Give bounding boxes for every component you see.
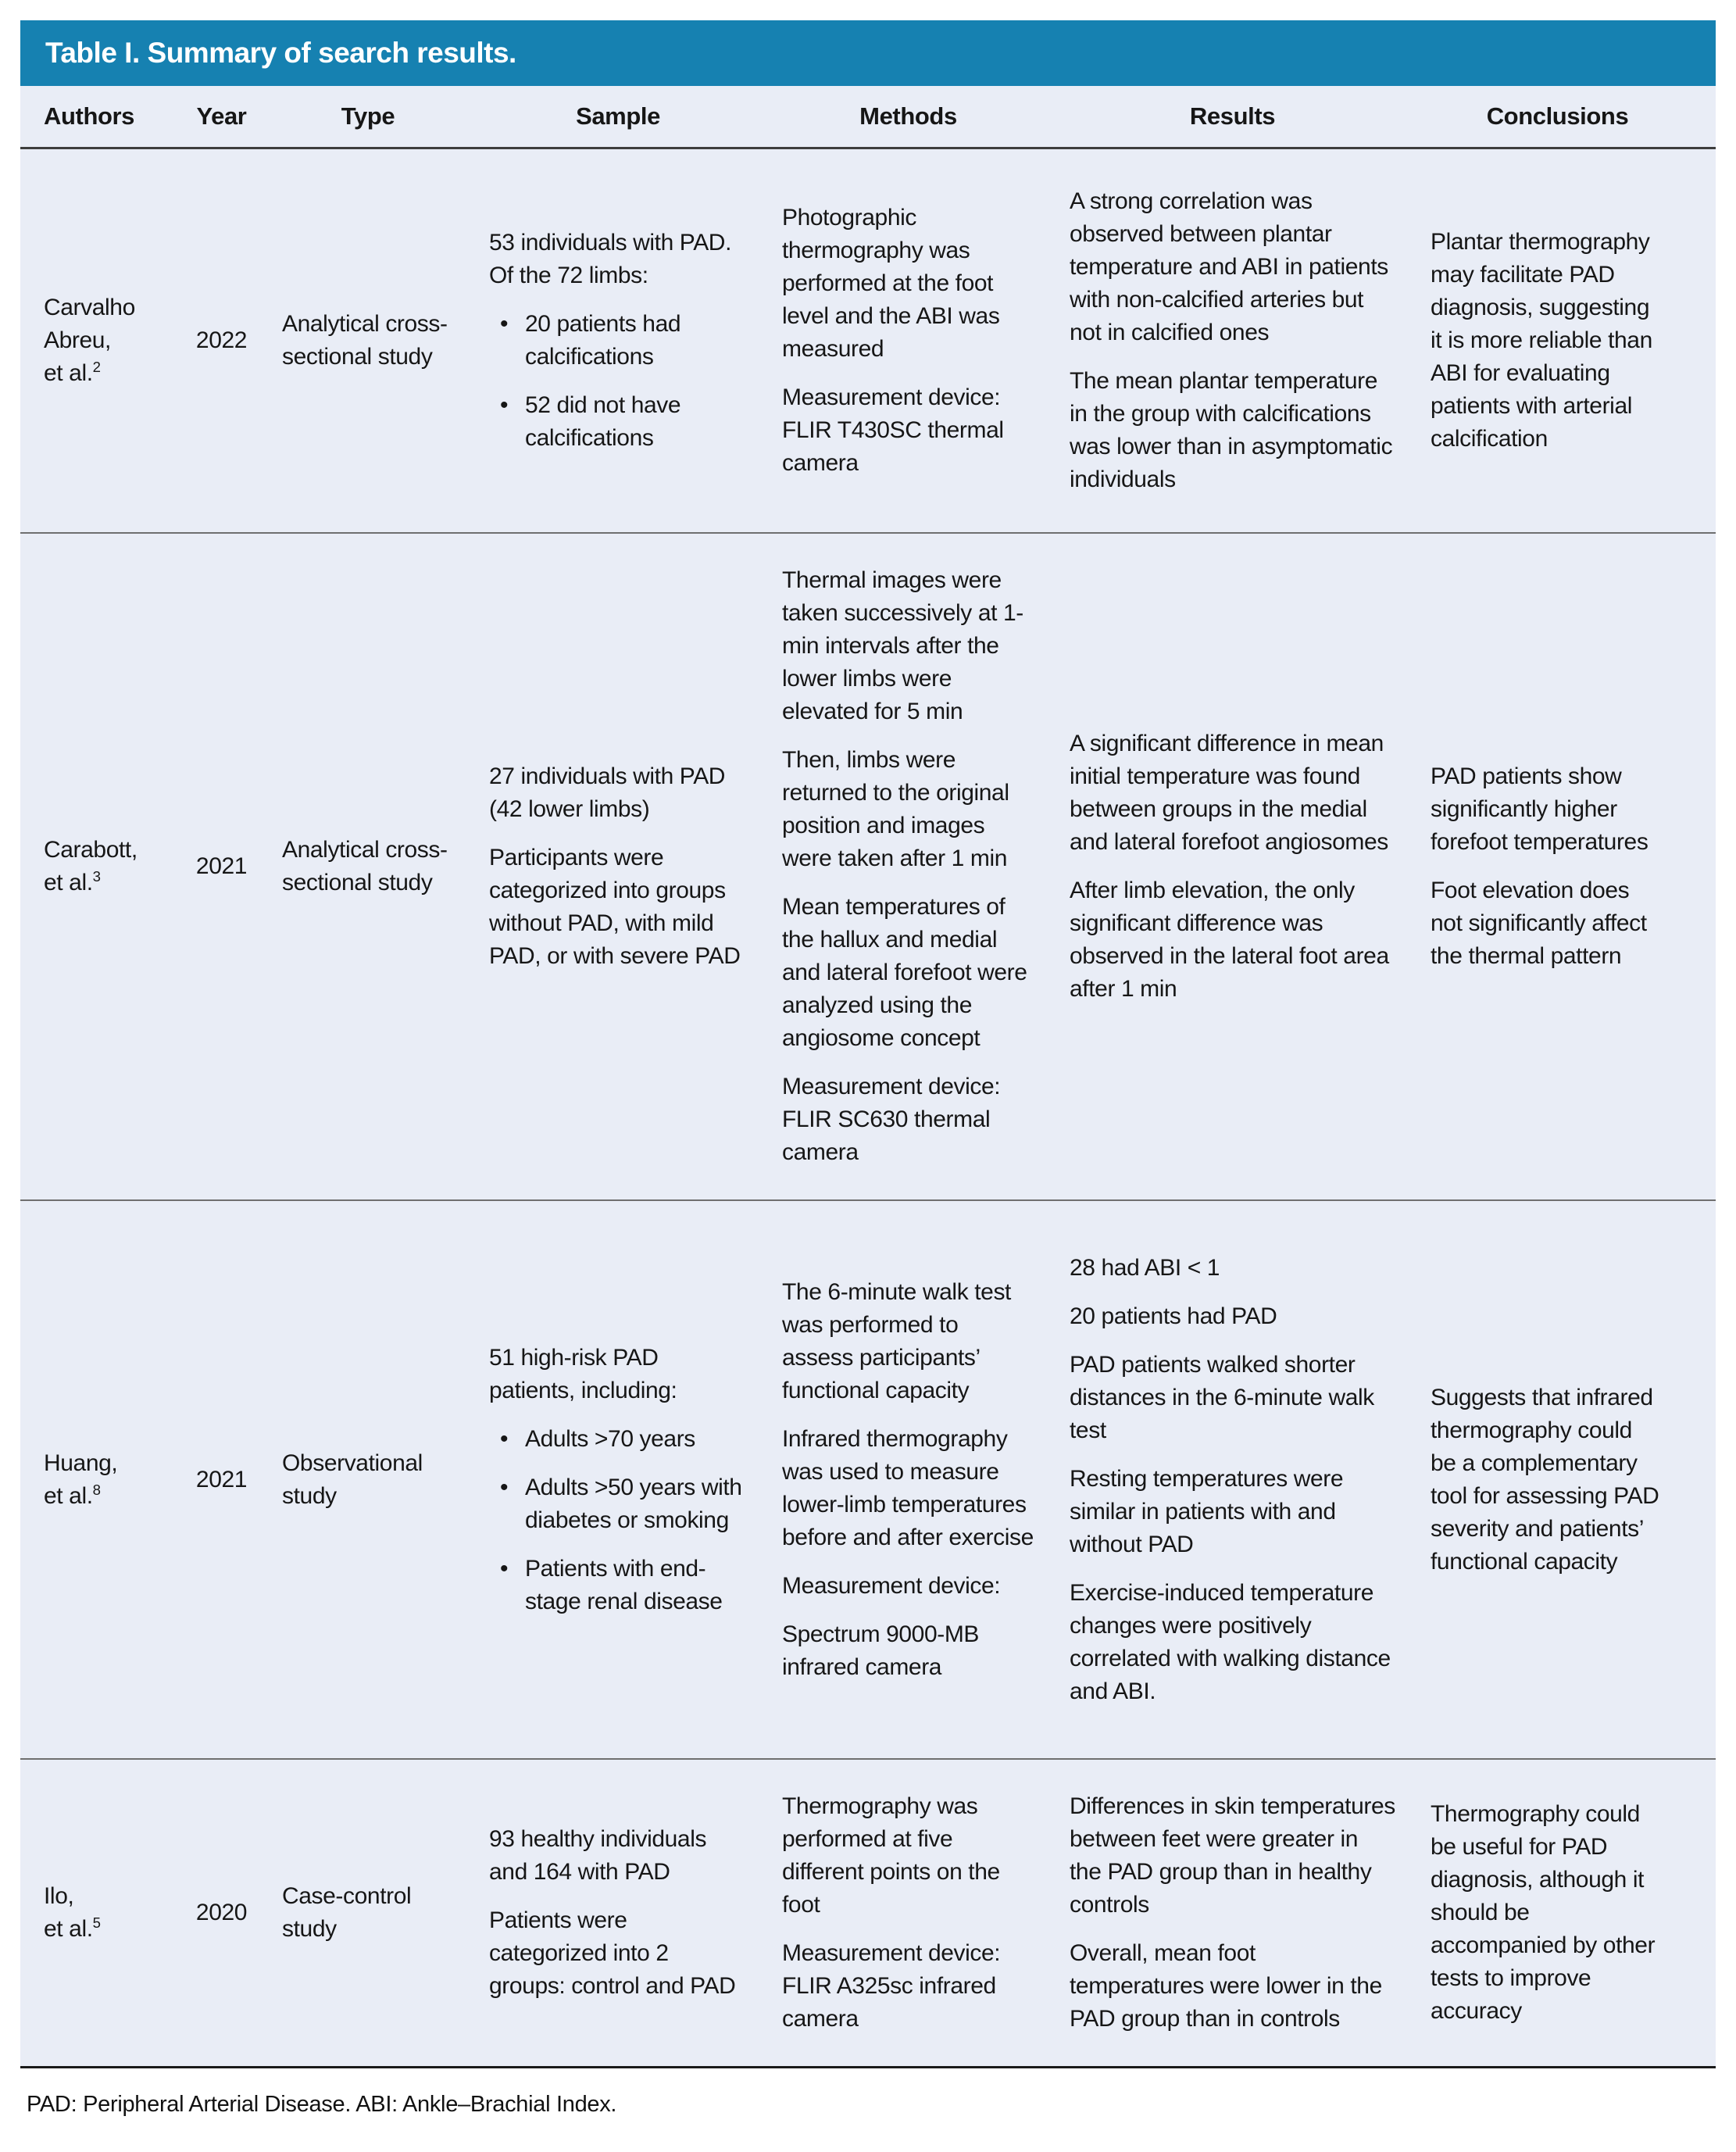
authors-cell — [20, 1760, 161, 2066]
cell-paragraph: Photographic thermography was performed at the foot level and the ABI was measured — [782, 205, 1000, 362]
type-value: Observational study — [282, 1450, 423, 1509]
cell-paragraph: Overall, mean foot temperatures were lower in the PAD group than in controls — [1070, 1940, 1382, 2032]
cell-paragraph: After limb elevation, the only significant difference was observed in the lateral foot area after 1 min — [1070, 878, 1389, 1002]
year-cell — [161, 1760, 282, 2066]
type-cell — [282, 534, 489, 1199]
reference-superscript: 2 — [92, 359, 101, 375]
cell-paragraph: • Adults >50 years with diabetes or smoking — [489, 1471, 747, 1537]
cell-paragraph: PAD patients show significantly higher forefoot temperatures — [1431, 763, 1648, 855]
authors-cell — [20, 149, 161, 532]
author-name-line1: Ilo, — [44, 1883, 74, 1909]
cell-paragraph: Thermography could be useful for PAD diagnosis, although it should be accompanied by other tests to improve accuracy — [1431, 1801, 1656, 2024]
results-cell — [1070, 534, 1431, 1199]
cell-paragraph: 28 had ABI < 1 — [1070, 1254, 1220, 1281]
methods-cell — [782, 1201, 1070, 1758]
cell-paragraph: • 52 did not have calcifications — [489, 389, 747, 455]
type-cell — [282, 1760, 489, 2066]
column-header-authors: Authors — [44, 102, 135, 130]
cell-paragraph: Exercise-induced temperature changes were positively correlated with walking distance and ABI. — [1070, 1579, 1391, 1704]
year-cell — [161, 1201, 282, 1758]
cell-paragraph: Infrared thermography was used to measure lower-limb temperatures before and after exercise — [782, 1425, 1034, 1550]
year-value: 2022 — [195, 327, 248, 353]
conclusions-cell — [1431, 534, 1716, 1199]
cell-paragraph: Participants were categorized into groups without PAD, with mild PAD, or with severe PAD — [489, 845, 741, 969]
column-header-type: Type — [341, 102, 395, 130]
type-cell — [282, 1201, 489, 1758]
cell-paragraph: • Patients with end-stage renal disease — [489, 1553, 747, 1618]
reference-superscript: 8 — [92, 1481, 101, 1498]
conclusions-cell — [1431, 149, 1716, 532]
cell-paragraph: • Adults >70 years — [489, 1423, 747, 1456]
type-value: Analytical cross-sectional study — [282, 311, 448, 370]
cell-paragraph: Thermal images were taken successively at 1-min intervals after the lower limbs were elevated for 5 min — [782, 567, 1023, 724]
cell-paragraph: Measurement device: FLIR T430SC thermal camera — [782, 384, 1004, 476]
cell-paragraph: Foot elevation does not significantly affect the thermal pattern — [1431, 878, 1647, 969]
methods-cell — [782, 149, 1070, 532]
year-cell — [161, 149, 282, 532]
author-etal: et al. — [44, 1482, 93, 1509]
table-row — [20, 532, 1716, 1199]
cell-paragraph: A significant difference in mean initial temperature was found between groups in the medial and lateral forefoot angiosomes — [1070, 731, 1388, 855]
sample-cell — [489, 1201, 782, 1758]
results-cell — [1070, 1760, 1431, 2066]
column-header-year: Year — [196, 102, 247, 130]
authors-cell — [20, 1201, 161, 1758]
cell-paragraph: 53 individuals with PAD. Of the 72 limbs: — [489, 230, 731, 288]
cell-paragraph: 51 high-risk PAD patients, including: — [489, 1344, 677, 1403]
cell-paragraph: Measurement device: — [782, 1572, 1001, 1599]
column-header-methods: Methods — [859, 102, 957, 130]
table-row — [20, 1199, 1716, 1758]
cell-paragraph: Resting temperatures were similar in patients with and without PAD — [1070, 1465, 1344, 1557]
results-cell — [1070, 1201, 1431, 1758]
sample-cell — [489, 149, 782, 532]
column-header-results: Results — [1189, 102, 1276, 130]
reference-superscript: 3 — [92, 868, 101, 885]
author-name — [44, 1880, 152, 1946]
summary-table — [20, 20, 1716, 2068]
cell-paragraph: PAD patients walked shorter distances in the 6-minute walk test — [1070, 1351, 1374, 1443]
table-title-bar — [20, 20, 1716, 86]
author-name-line1: Carvalho Abreu, — [44, 295, 135, 353]
cell-paragraph: 27 individuals with PAD (42 lower limbs) — [489, 763, 726, 822]
cell-paragraph: Thermography was performed at five different points on the foot — [782, 1793, 1000, 1918]
sample-cell — [489, 1760, 782, 2066]
author-name — [44, 1447, 152, 1513]
methods-cell — [782, 534, 1070, 1199]
cell-paragraph: Measurement device: FLIR A325sc infrared camera — [782, 1940, 1001, 2032]
reference-superscript: 5 — [92, 1914, 101, 1931]
cell-paragraph: Measurement device: FLIR SC630 thermal camera — [782, 1074, 1001, 1165]
cell-paragraph: 93 healthy individuals and 164 with PAD — [489, 1826, 707, 1885]
conclusions-cell — [1431, 1760, 1716, 2066]
conclusions-cell — [1431, 1201, 1716, 1758]
author-name — [44, 291, 152, 390]
results-cell — [1070, 149, 1431, 532]
type-value: Case-control study — [282, 1883, 412, 1942]
cell-paragraph: Then, limbs were returned to the original position and images were taken after 1 min — [782, 747, 1009, 871]
cell-paragraph: Suggests that infrared thermography could be a complementary tool for assessing PAD severity and patients’ functional capacity — [1431, 1384, 1659, 1575]
author-name-line1: Carabott, — [44, 837, 138, 863]
author-name — [44, 834, 152, 899]
cell-paragraph: The mean plantar temperature in the group with calcifications was lower than in asymptomatic individuals — [1070, 368, 1393, 492]
table-header-row — [20, 86, 1716, 149]
cell-paragraph: Spectrum 9000-MB infrared camera — [782, 1621, 980, 1680]
author-etal: et al. — [44, 1916, 93, 1942]
year-value: 2021 — [195, 1466, 248, 1492]
year-value: 2021 — [195, 853, 248, 879]
type-value: Analytical cross-sectional study — [282, 837, 448, 895]
cell-paragraph: Plantar thermography may facilitate PAD diagnosis, suggesting it is more reliable than ABI for evaluating patients with arterial calcification — [1431, 229, 1652, 452]
cell-paragraph: The 6-minute walk test was performed to assess participants’ functional capacity — [782, 1278, 1011, 1403]
table-row — [20, 149, 1716, 532]
cell-paragraph: A strong correlation was observed between plantar temperature and ABI in patients with non-calcified arteries but not in calcified ones — [1070, 188, 1388, 345]
author-name-line1: Huang, — [44, 1450, 118, 1476]
table-row — [20, 1758, 1716, 2066]
cell-paragraph: Patients were categorized into 2 groups: control and PAD — [489, 1907, 736, 1999]
column-header-sample: Sample — [576, 102, 660, 130]
cell-paragraph: Mean temperatures of the hallux and medial and lateral forefoot were analyzed using the angiosome concept — [782, 894, 1027, 1051]
column-header-conclusions: Conclusions — [1486, 102, 1629, 130]
table-footnote: PAD: Peripheral Arterial Disease. ABI: Ankle–Brachial Index. — [27, 2092, 617, 2117]
table-title: Table I. Summary of search results. — [45, 37, 516, 69]
cell-paragraph: • 20 patients had calcifications — [489, 308, 747, 374]
year-cell — [161, 534, 282, 1199]
type-cell — [282, 149, 489, 532]
sample-cell — [489, 534, 782, 1199]
author-etal: et al. — [44, 870, 93, 895]
year-value: 2020 — [195, 1900, 248, 1925]
cell-paragraph: Differences in skin temperatures between feet were greater in the PAD group than in healthy controls — [1070, 1793, 1395, 1918]
methods-cell — [782, 1760, 1070, 2066]
authors-cell — [20, 534, 161, 1199]
cell-paragraph: 20 patients had PAD — [1070, 1303, 1277, 1329]
author-etal: et al. — [44, 360, 93, 386]
